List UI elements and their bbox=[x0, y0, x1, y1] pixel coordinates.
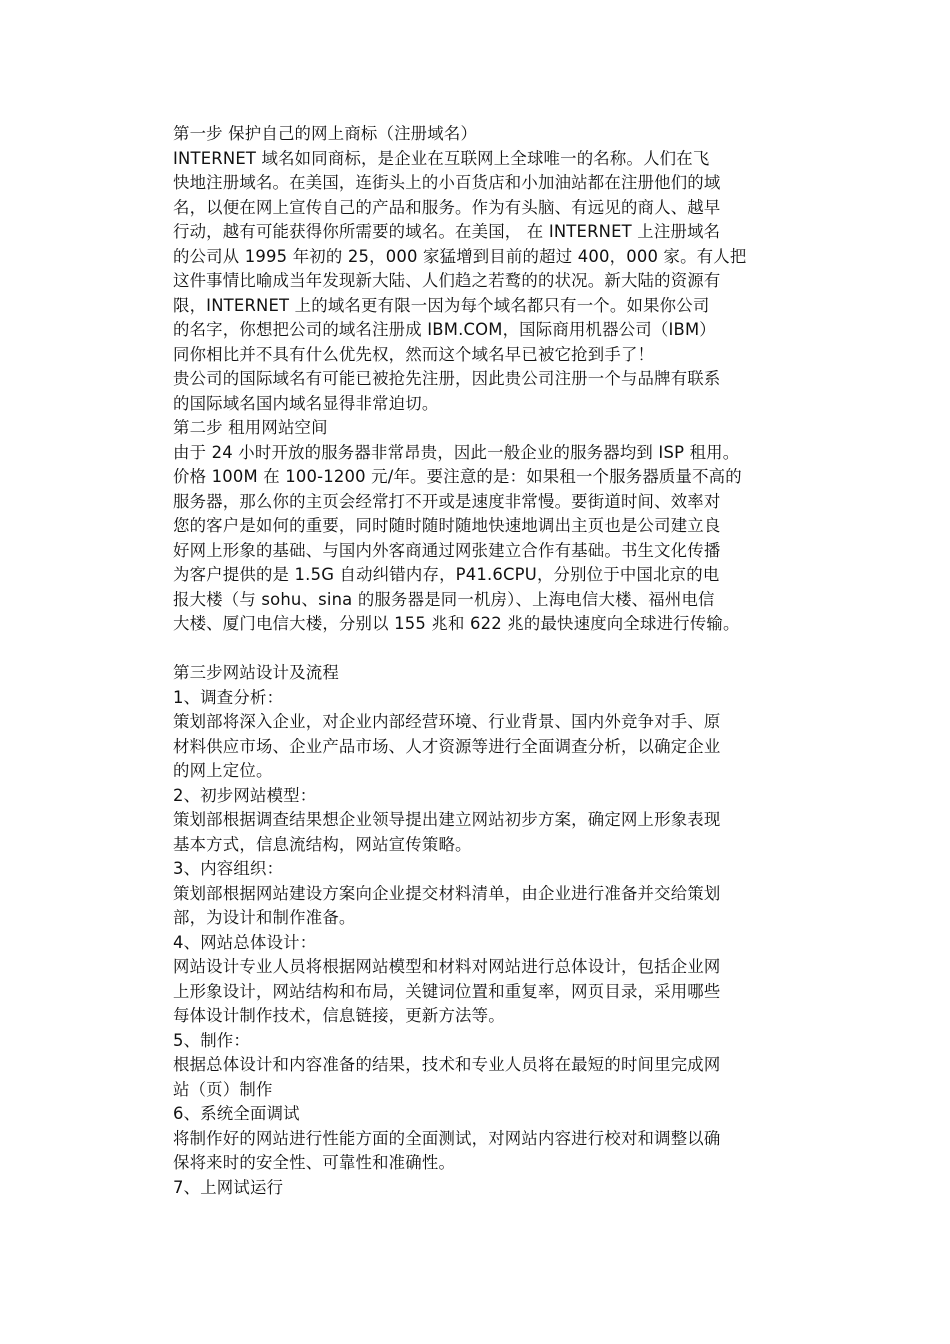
text-line: 策划部根据调查结果想企业领导提出建立网站初步方案，确定网上形象表现 bbox=[173, 810, 721, 829]
text-line: 策划部将深入企业，对企业内部经营环境、行业背景、国内外竞争对手、原 bbox=[173, 712, 721, 731]
text-line: 部，为设计和制作准备。 bbox=[173, 908, 356, 927]
text-line: 限，INTERNET 上的域名更有限一因为每个域名都只有一个。如果你公司 bbox=[173, 295, 710, 315]
text-line: 大楼、厦门电信大楼，分别以 155 兆和 622 兆的最快速度向全球进行传输。 bbox=[173, 614, 740, 633]
section-1-heading: 第一步 保护自己的网上商标（注册域名） bbox=[173, 124, 478, 143]
text-line: 这件事情比喻成当年发现新大陆、人们趋之若鹜的的状况。新大陆的资源有 bbox=[173, 271, 721, 290]
text-line: 名，以便在网上宣传自己的产品和服务。作为有头脑、有远见的商人、越早 bbox=[173, 197, 721, 217]
text-line: 根据总体设计和内容准备的结果，技术和专业人员将在最短的时间里完成网 bbox=[173, 1055, 721, 1074]
text-line: 同你相比并不具有什么优先权，然而这个域名早已被它抢到手了！ bbox=[173, 344, 655, 364]
text-line: 行动，越有可能获得你所需要的域名。在美国， 在 INTERNET 上注册域名 bbox=[173, 222, 721, 241]
step-2 bbox=[173, 784, 833, 858]
text-line: 将制作好的网站进行性能方面的全面测试，对网站内容进行校对和调整以确 bbox=[173, 1128, 721, 1148]
text-line: 材料供应市场、企业产品市场、人才资源等进行全面调查分析，以确定企业 bbox=[173, 736, 721, 756]
paragraph-gap bbox=[173, 637, 833, 662]
section-1-paragraph-2 bbox=[173, 367, 833, 416]
step-title: 2、初步网站模型： bbox=[173, 785, 317, 805]
text-line: 基本方式，信息流结构，网站宣传策略。 bbox=[173, 834, 472, 854]
step-3 bbox=[173, 857, 833, 931]
section-2-heading: 第二步 租用网站空间 bbox=[173, 418, 328, 437]
step-title: 3、内容组织： bbox=[173, 859, 284, 878]
section-3-heading: 第三步网站设计及流程 bbox=[173, 663, 339, 682]
text-line: 的公司从 1995 年初的 25，000 家猛增到目前的超过 400，000 家。有人把 bbox=[173, 246, 747, 266]
section-1-paragraph-1 bbox=[173, 147, 833, 368]
step-1 bbox=[173, 686, 833, 784]
text-line: 快地注册域名。在美国，连街头上的小百货店和小加油站都在注册他们的域 bbox=[173, 173, 721, 192]
step-title: 4、网站总体设计： bbox=[173, 932, 317, 952]
text-line: 服务器，那么你的主页会经常打不开或是速度非常慢。要街道时间、效率对 bbox=[173, 491, 721, 511]
step-title: 1、调查分析： bbox=[173, 687, 284, 707]
step-title: 5、制作： bbox=[173, 1030, 250, 1050]
text-line: 每体设计制作技术，信息链接，更新方法等。 bbox=[173, 1006, 505, 1025]
text-line: 上形象设计，网站结构和布局，关键词位置和重复率，网页目录，采用哪些 bbox=[173, 981, 721, 1001]
section-2-paragraph bbox=[173, 441, 833, 637]
step-title: 6、系统全面调试 bbox=[173, 1104, 300, 1123]
step-title: 7、上网试运行 bbox=[173, 1177, 284, 1197]
text-line: 的名字，你想把公司的域名注册成 IBM.COM，国际商用机器公司（IBM） bbox=[173, 320, 716, 339]
text-line: 站（页）制作 bbox=[173, 1079, 273, 1099]
text-line: 由于 24 小时开放的服务器非常昂贵，因此一般企业的服务器均到 ISP 租用。 bbox=[173, 442, 740, 462]
document-page bbox=[173, 122, 833, 1200]
text-line: 的国际域名国内域名显得非常迫切。 bbox=[173, 393, 439, 413]
text-line: 保将来时的安全性、可靠性和准确性。 bbox=[173, 1153, 456, 1172]
text-line: 您的客户是如何的重要，同时随时随时随地快速地调出主页也是公司建立良 bbox=[173, 516, 721, 535]
text-line: 网站设计专业人员将根据网站模型和材料对网站进行总体设计，包括企业网 bbox=[173, 957, 721, 976]
step-6 bbox=[173, 1102, 833, 1176]
text-line: 好网上形象的基础、与国内外客商通过网张建立合作有基础。书生文化传播 bbox=[173, 540, 721, 560]
text-line: 价格 100M 在 100-1200 元/年。要注意的是：如果租一个服务器质量不高的 bbox=[173, 467, 742, 486]
step-5 bbox=[173, 1029, 833, 1103]
text-line: 为客户提供的是 1.5G 自动纠错内存，P41.6CPU，分别位于中国北京的电 bbox=[173, 565, 720, 584]
text-line: INTERNET 域名如同商标，是企业在互联网上全球唯一的名称。人们在飞 bbox=[173, 148, 710, 168]
step-7 bbox=[173, 1176, 833, 1201]
step-4 bbox=[173, 931, 833, 1029]
text-line: 报大楼（与 sohu、sina 的服务器是同一机房）、上海电信大楼、福州电信 bbox=[173, 589, 715, 609]
text-line: 贵公司的国际域名有可能已被抢先注册，因此贵公司注册一个与品牌有联系 bbox=[173, 369, 721, 388]
text-line: 的网上定位。 bbox=[173, 761, 273, 780]
text-line: 策划部根据网站建设方案向企业提交材料清单，由企业进行准备并交给策划 bbox=[173, 883, 721, 903]
